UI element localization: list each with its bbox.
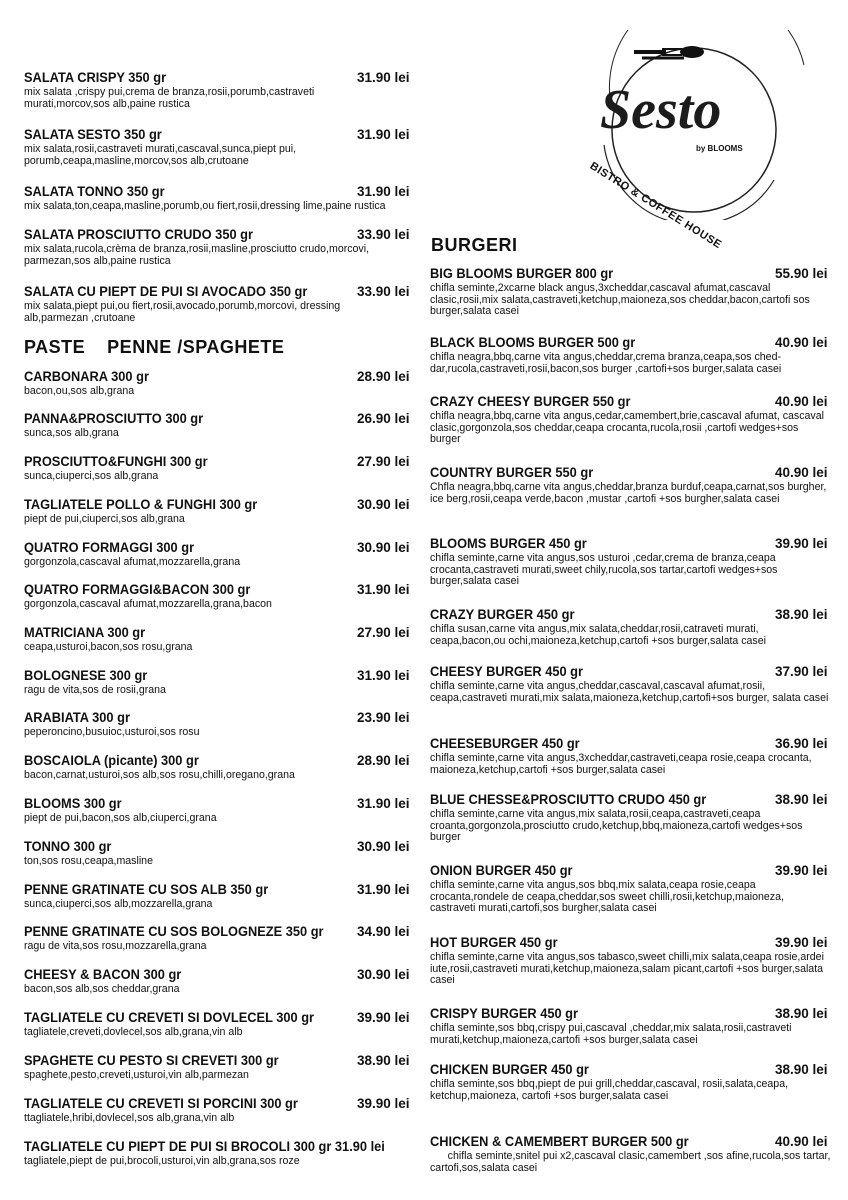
menu-item bbox=[24, 882, 424, 911]
item-desc: chifla seminte,carne vita angus,3xcheddar,castraveti,ceapa rosie,ceapa crocanta, maioneza,ketchup,cartofi +sos burger,salata casei bbox=[430, 752, 812, 776]
item-price: 38.90 lei bbox=[775, 1006, 828, 1021]
item-price: 31.90 lei bbox=[357, 70, 410, 85]
item-desc: chifla seminte,snitel pui x2,cascaval clasic,camembert ,sos afine,rucola,sos tartar, cartofi,sos,salata casei bbox=[430, 1150, 834, 1174]
item-price: 30.90 lei bbox=[357, 839, 410, 854]
logo-sub: by BLOOMS bbox=[696, 144, 743, 153]
item-name: BLOOMS BURGER 450 gr bbox=[430, 536, 587, 551]
section-title-burgeri: BURGERI bbox=[431, 235, 518, 255]
item-desc: chifla seminte,carne vita angus,mix salata,rosii,ceapa,castraveti,ceapa croanta,gorgonzola,prosciutto crudo,ketchup,bbq,maioneza,cartofi wedges+sos burger bbox=[430, 808, 803, 844]
item-name: QUATRO FORMAGGI&BACON 300 gr bbox=[24, 582, 251, 597]
item-name: COUNTRY BURGER 550 gr bbox=[430, 465, 594, 480]
item-name: ONION BURGER 450 gr bbox=[430, 863, 573, 878]
item-desc: chifla seminte,carne vita angus,sos tabasco,sweet chilli,mix salata,ceapa rosie,ardei iute,rosii,castraveti murati,ketchup,maioneza,salam picant,cartofi +sos burger,salata casei bbox=[430, 951, 824, 987]
item-desc: chifla seminte,sos bbq,piept de pui grill,cheddar,cascaval, rosii,salata,ceapa, ketchup,maioneza, cartofi +sos burger,salata casei bbox=[430, 1078, 789, 1102]
item-name: BOLOGNESE 300 gr bbox=[24, 668, 148, 683]
item-desc: chifla seminte,2xcarne black angus,3xcheddar,cascaval afumat,cascaval clasic,rosii,mix salata,castraveti,ketchup,maioneza,sos cheddar,bacon,cartofi sos burger,salata casei bbox=[430, 282, 810, 318]
item-name: ARABIATA 300 gr bbox=[24, 710, 130, 725]
item-desc: bacon,ou,sos alb,grana bbox=[24, 385, 135, 397]
item-desc: peperoncino,busuioc,usturoi,sos rosu bbox=[24, 726, 200, 738]
menu-item bbox=[430, 1006, 830, 1046]
menu-item bbox=[24, 497, 424, 526]
item-name: CHICKEN & CAMEMBERT BURGER 500 gr bbox=[430, 1134, 689, 1149]
item-price: 30.90 lei bbox=[357, 967, 410, 982]
item-price: 31.90 lei bbox=[357, 668, 410, 683]
menu-item bbox=[430, 1062, 830, 1102]
menu-item bbox=[24, 369, 424, 398]
menu-item bbox=[430, 465, 830, 505]
menu-item bbox=[24, 70, 424, 110]
item-desc: mix salata ,crispy pui,crema de branza,rosii,porumb,castraveti murati,morcov,sos alb,paine rustica bbox=[24, 86, 315, 110]
menu-item bbox=[24, 1053, 424, 1082]
item-name: SALATA PROSCIUTTO CRUDO 350 gr bbox=[24, 227, 253, 242]
menu-item bbox=[24, 284, 424, 324]
menu-item bbox=[24, 1096, 424, 1125]
menu-item bbox=[24, 411, 424, 440]
item-name: HOT BURGER 450 gr bbox=[430, 935, 558, 950]
menu-item bbox=[430, 394, 830, 446]
item-price: 36.90 lei bbox=[775, 736, 828, 751]
item-desc: bacon,sos alb,sos cheddar,grana bbox=[24, 983, 180, 995]
item-name: SALATA CRISPY 350 gr bbox=[24, 70, 167, 85]
item-desc: sunca,sos alb,grana bbox=[24, 427, 119, 439]
item-desc: Chfla neagra,bbq,carne vita angus,cheddar,branza burduf,ceapa,carnat,sos burgher, ice berg,rosii,ceapa verde,bacon ,mustar ,cartofi +sos burgher,salata casei bbox=[430, 481, 827, 505]
item-price: 34.90 lei bbox=[357, 924, 410, 939]
item-name: TAGLIATELE POLLO & FUNGHI 300 gr bbox=[24, 497, 258, 512]
item-desc: piept de pui,bacon,sos alb,ciuperci,grana bbox=[24, 812, 217, 824]
item-price: 39.90 lei bbox=[775, 536, 828, 551]
item-price: 31.90 lei bbox=[357, 582, 410, 597]
item-desc: chifla neagra,bbq,carne vita angus,cedar,camembert,brie,cascaval afumat, cascaval clasic,gorgonzola,sos cheddar,ceapa crocanta,rucola,rosii ,cartofi wedges+sos burger bbox=[430, 410, 824, 446]
item-name: MATRICIANA 300 gr bbox=[24, 625, 146, 640]
item-price: 38.90 lei bbox=[775, 607, 828, 622]
item-price: 31.90 lei bbox=[357, 796, 410, 811]
logo-name: Sesto bbox=[600, 79, 722, 141]
item-desc: chifla seminte,carne vita angus,sos usturoi ,cedar,crema de branza,ceapa crocanta,castraveti murati,sweet chily,rucola,sos tartar,cartofi wedges+sos burger,salata casei bbox=[430, 552, 778, 588]
item-price: 38.90 lei bbox=[775, 1062, 828, 1077]
menu-item bbox=[24, 924, 424, 953]
item-price: 38.90 lei bbox=[357, 1053, 410, 1068]
menu-item bbox=[24, 625, 424, 654]
menu-item bbox=[430, 335, 830, 375]
item-price: 26.90 lei bbox=[357, 411, 410, 426]
item-name: PROSCIUTTO&FUNGHI 300 gr bbox=[24, 454, 208, 469]
item-desc: gorgonzola,cascaval afumat,mozzarella,grana,bacon bbox=[24, 598, 272, 610]
item-price: 23.90 lei bbox=[357, 710, 410, 725]
menu-item bbox=[430, 792, 830, 844]
item-desc: ton,sos rosu,ceapa,masline bbox=[24, 855, 153, 867]
menu-item bbox=[430, 736, 830, 776]
item-desc: sunca,ciuperci,sos alb,grana bbox=[24, 470, 159, 482]
item-name: PANNA&PROSCIUTTO 300 gr bbox=[24, 411, 204, 426]
item-price: 39.90 lei bbox=[357, 1010, 410, 1025]
item-name: CHEESY BURGER 450 gr bbox=[430, 664, 584, 679]
menu-item bbox=[24, 710, 424, 739]
item-desc: chifla seminte,carne vita angus,cheddar,cascaval,cascaval afumat,rosii, ceapa,castraveti murati,mix salata,maioneza,ketchup,cartofi+sos burger, salata casei bbox=[430, 680, 829, 704]
item-name: SALATA TONNO 350 gr bbox=[24, 184, 165, 199]
item-price: 28.90 lei bbox=[357, 369, 410, 384]
item-price: 40.90 lei bbox=[775, 465, 828, 480]
item-price: 39.90 lei bbox=[775, 935, 828, 950]
item-price: 28.90 lei bbox=[357, 753, 410, 768]
item-price: 38.90 lei bbox=[775, 792, 828, 807]
menu-item bbox=[24, 1010, 424, 1039]
item-name: SPAGHETE CU PESTO SI CREVETI 300 gr bbox=[24, 1053, 279, 1068]
item-name: BIG BLOOMS BURGER 800 gr bbox=[430, 266, 614, 281]
menu-item bbox=[24, 540, 424, 569]
item-price: 37.90 lei bbox=[775, 664, 828, 679]
menu-item bbox=[24, 753, 424, 782]
item-name: CRAZY CHEESY BURGER 550 gr bbox=[430, 394, 631, 409]
menu-item bbox=[430, 863, 830, 915]
item-name: BLACK BLOOMS BURGER 500 gr bbox=[430, 335, 636, 350]
item-name: CRISPY BURGER 450 gr bbox=[430, 1006, 579, 1021]
item-price: 27.90 lei bbox=[357, 454, 410, 469]
section-title-paste: PASTE PENNE /SPAGHETE bbox=[24, 337, 285, 357]
item-name: QUATRO FORMAGGI 300 gr bbox=[24, 540, 195, 555]
item-name: SALATA SESTO 350 gr bbox=[24, 127, 162, 142]
item-desc: bacon,carnat,usturoi,sos alb,sos rosu,chilli,oregano,grana bbox=[24, 769, 295, 781]
menu-item bbox=[24, 1139, 434, 1168]
item-name: SALATA CU PIEPT DE PUI SI AVOCADO 350 gr bbox=[24, 284, 308, 299]
logo-tagline: BISTRO & COFFEE HOUSE bbox=[587, 160, 724, 252]
item-name: TAGLIATELE CU PIEPT DE PUI SI BROCOLI 300 gr 31.90 lei bbox=[24, 1139, 385, 1154]
item-name: CHEESEBURGER 450 gr bbox=[430, 736, 580, 751]
item-desc: chifla susan,carne vita angus,mix salata,cheddar,rosii,catraveti murati, ceapa,bacon,ou ochi,maioneza,ketchup,cartofi +sos burger,salata casei bbox=[430, 623, 766, 647]
menu-item bbox=[24, 582, 424, 611]
item-desc: ragu de vita,sos de rosii,grana bbox=[24, 684, 166, 696]
menu-item bbox=[24, 227, 424, 267]
menu-item bbox=[24, 454, 424, 483]
item-name: BLOOMS 300 gr bbox=[24, 796, 122, 811]
sesto-logo bbox=[564, 30, 834, 252]
item-desc: chifla seminte,carne vita angus,sos bbq,mix salata,ceapa rosie,ceapa crocanta,rondele de ceapa,cheddar,sos sweet chilli,rosii,ketchup,maioneza, castraveti murati,cartofi,sos burgher,salata casei bbox=[430, 879, 784, 915]
item-desc: ragu de vita,sos rosu,mozzarella,grana bbox=[24, 940, 207, 952]
menu-item bbox=[430, 536, 830, 588]
menu-item bbox=[24, 967, 424, 996]
item-name: PENNE GRATINATE CU SOS BOLOGNEZE 350 gr bbox=[24, 924, 324, 939]
item-name: CHEESY & BACON 300 gr bbox=[24, 967, 182, 982]
menu-item bbox=[24, 839, 424, 868]
menu-item bbox=[24, 796, 424, 825]
item-desc: tagliatele,creveti,dovlecel,sos alb,grana,vin alb bbox=[24, 1026, 243, 1038]
menu-item bbox=[24, 184, 444, 213]
item-price: 30.90 lei bbox=[357, 497, 410, 512]
item-desc: tagliatele,piept de pui,brocoli,usturoi,vin alb,grana,sos roze bbox=[24, 1155, 300, 1167]
item-desc: sunca,ciuperci,sos alb,mozzarella,grana bbox=[24, 898, 213, 910]
item-name: PENNE GRATINATE CU SOS ALB 350 gr bbox=[24, 882, 269, 897]
item-desc: chifla neagra,bbq,carne vita angus,cheddar,crema branza,ceapa,sos ched-dar,rucola,castraveti,rosii,bacon,sos burger ,cartofi+sos burger,salata casei bbox=[430, 351, 782, 375]
menu-item bbox=[430, 266, 830, 318]
item-desc: mix salata,ton,ceapa,masline,porumb,ou fiert,rosii,dressing lime,paine rustica bbox=[24, 200, 386, 212]
item-name: BLUE CHESSE&PROSCIUTTO CRUDO 450 gr bbox=[430, 792, 707, 807]
item-desc: mix salata,rosii,castraveti murati,cascaval,sunca,piept pui, porumb,ceapa,masline,morcov,sos alb,crutoane bbox=[24, 143, 297, 167]
item-price: 27.90 lei bbox=[357, 625, 410, 640]
item-desc: chifla seminte,sos bbq,crispy pui,cascaval ,cheddar,mix salata,rosii,castraveti murati,ketchup,maioneza,cartofi +sos burger,salata casei bbox=[430, 1022, 792, 1046]
item-name: CHICKEN BURGER 450 gr bbox=[430, 1062, 589, 1077]
menu-item bbox=[24, 127, 424, 167]
item-desc: ttagliatele,hribi,dovlecel,sos alb,grana,vin alb bbox=[24, 1112, 235, 1124]
item-name: TAGLIATELE CU CREVETI SI PORCINI 300 gr bbox=[24, 1096, 298, 1111]
item-desc: piept de pui,ciuperci,sos alb,grana bbox=[24, 513, 185, 525]
item-price: 33.90 lei bbox=[357, 284, 410, 299]
item-name: TAGLIATELE CU CREVETI SI DOVLECEL 300 gr bbox=[24, 1010, 315, 1025]
item-price: 33.90 lei bbox=[357, 227, 410, 242]
menu-item bbox=[430, 1134, 835, 1174]
item-desc: mix salata,rucola,crèma de branza,rosii,masline,prosciutto crudo,morcovi, parmezan,sos alb,paine rustica bbox=[24, 243, 370, 267]
item-price: 39.90 lei bbox=[775, 863, 828, 878]
menu-item bbox=[430, 935, 830, 987]
item-name: TONNO 300 gr bbox=[24, 839, 112, 854]
item-price: 39.90 lei bbox=[357, 1096, 410, 1111]
menu-item bbox=[430, 664, 830, 704]
item-desc: gorgonzola,cascaval afumat,mozzarella,grana bbox=[24, 556, 241, 568]
item-price: 40.90 lei bbox=[775, 335, 828, 350]
menu-item bbox=[430, 607, 830, 647]
item-price: 31.90 lei bbox=[357, 127, 410, 142]
item-price: 30.90 lei bbox=[357, 540, 410, 555]
menu-item bbox=[24, 668, 424, 697]
item-price: 31.90 lei bbox=[357, 184, 410, 199]
item-price: 55.90 lei bbox=[775, 266, 828, 281]
item-name: CRAZY BURGER 450 gr bbox=[430, 607, 575, 622]
item-name: BOSCAIOLA (picante) 300 gr bbox=[24, 753, 199, 768]
item-desc: mix salata,piept pui,ou fiert,rosii,avocado,porumb,morcovi, dressing alb,parmezan ,crutoane bbox=[24, 300, 341, 324]
item-name: CARBONARA 300 gr bbox=[24, 369, 149, 384]
item-desc: ceapa,usturoi,bacon,sos rosu,grana bbox=[24, 641, 193, 653]
item-desc: spaghete,pesto,creveti,usturoi,vin alb,parmezan bbox=[24, 1069, 249, 1081]
item-price: 31.90 lei bbox=[357, 882, 410, 897]
item-price: 40.90 lei bbox=[775, 1134, 828, 1149]
item-price: 40.90 lei bbox=[775, 394, 828, 409]
